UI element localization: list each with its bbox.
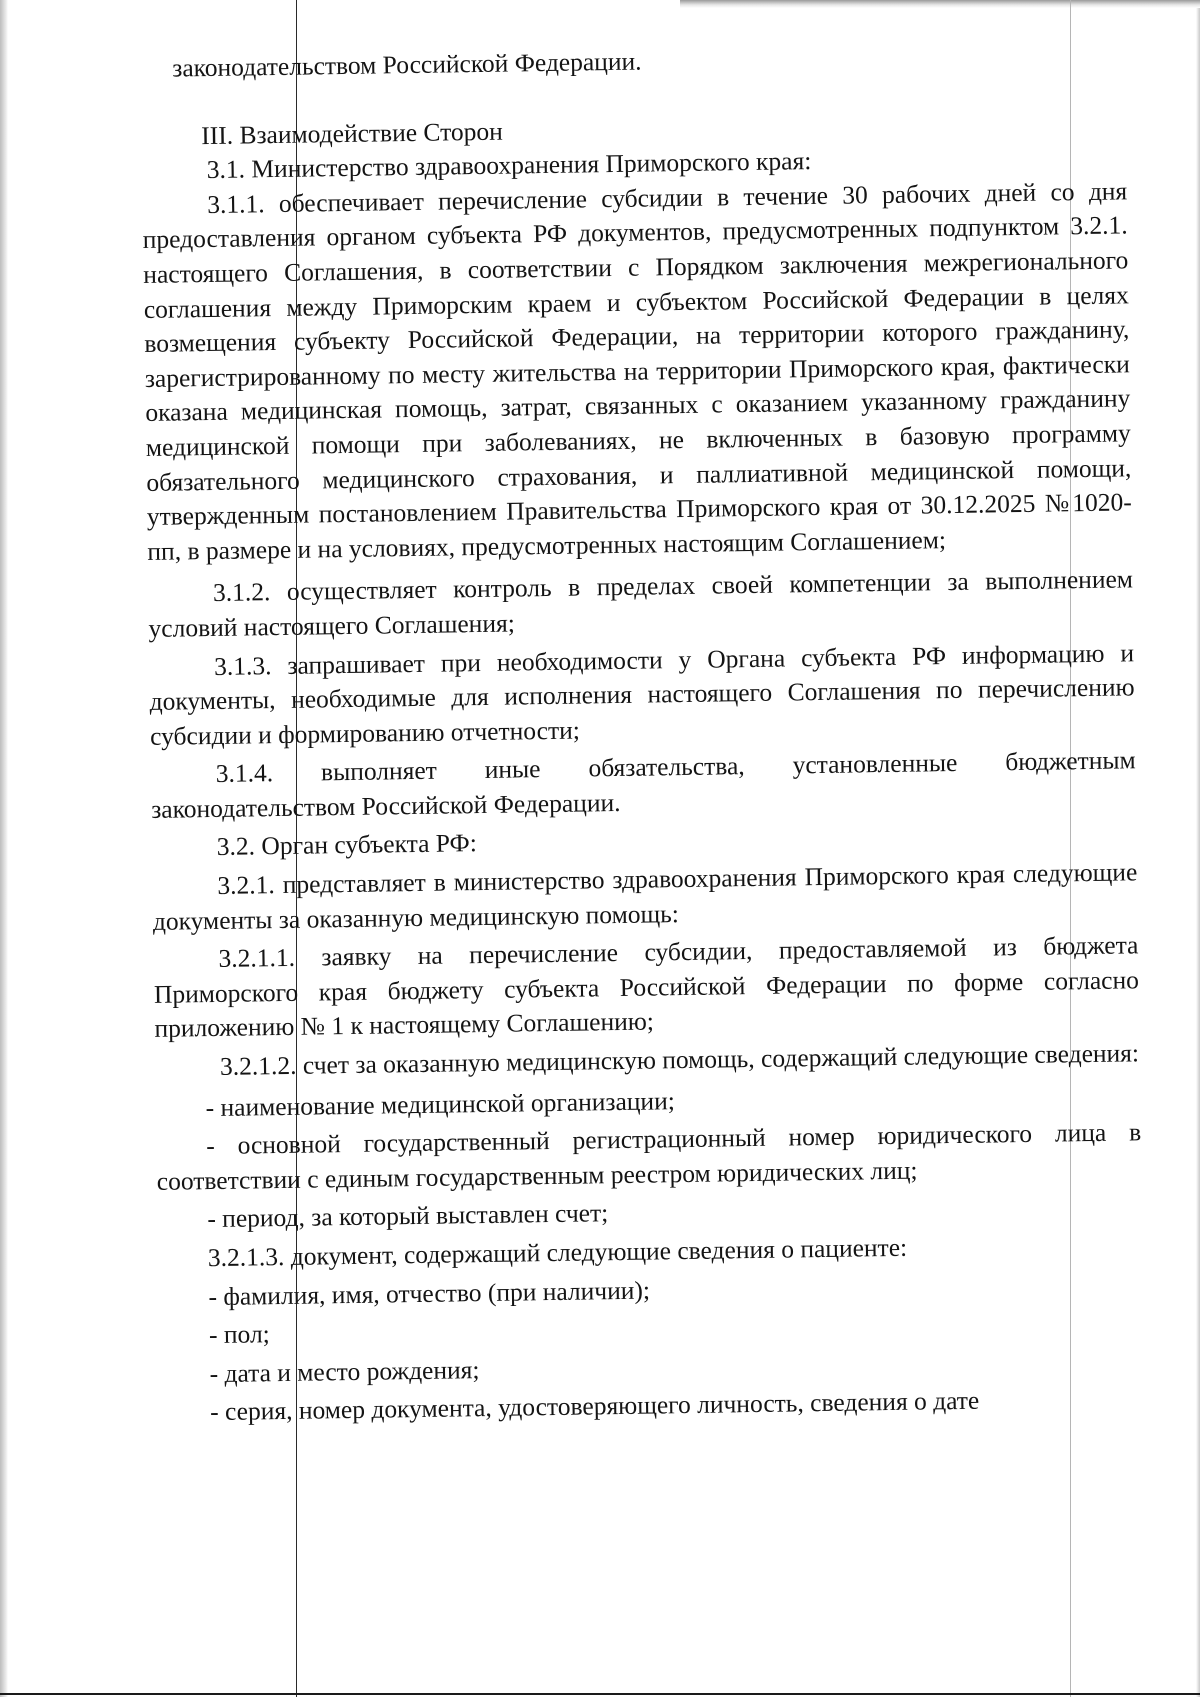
list-item: - основной государственный регистрационный номер юридического лица в соответствии с единым государственным реестром юридических лиц; [156, 1117, 1142, 1196]
clause-3-2-1-2: 3.2.1.2. счет за оказанную медицинскую помощь, содержащий следующие сведения: [219, 1038, 1140, 1081]
clause-3-1-3: 3.1.3. запрашивает при необходимости у Органа субъекта РФ информацию и документы, необходимые для исполнения настоящего Соглашения по перечислению субсидии и формированию отчетности; [149, 637, 1135, 751]
clause-3-1: 3.1. Министерство здравоохранения Приморского края: [206, 146, 812, 185]
clause-3-2-1: 3.2.1. представляет в министерство здравоохранения Приморского края следующие документы за оказанную медицинскую помощь: [152, 857, 1138, 936]
list-item: - дата и место рождения; [209, 1354, 480, 1388]
section-heading: III. Взаимодействие Сторон [201, 116, 504, 150]
clause-3-2-1-1: 3.2.1.1. заявку на перечисление субсидии, предоставляемой из бюджета Приморского края бюджету субъекта Российской Федерации по форме согласно приложению № 1 к настоящему Соглашению; [153, 930, 1140, 1044]
list-item: - наименование медицинской организации; [205, 1085, 676, 1122]
scan-top-edge [680, 0, 1200, 8]
intro-line: законодательством Российской Федерации. [172, 46, 642, 83]
clause-3-2-1-3: 3.2.1.3. документ, содержащий следующие сведения о пациенте: [207, 1232, 908, 1273]
clause-3-2: 3.2. Орган субъекта РФ: [216, 828, 478, 862]
document-body [140, 37, 1145, 1430]
clause-3-1-1: 3.1.1. обеспечивает перечисление субсидии в течение 30 рабочих дней со дня предоставления органом субъекта РФ документов, предусмотренных подпунктом 3.2.1. настоящего Соглашения, в соответствии с Порядком заключения межрегионального соглашения между Приморским краем и субъектом Российской Федерации в целях возмещения субъекту Российской Федерации, на территории которого гражданину, зарегистрированному по месту жительства на территории Приморского края, фактически оказана медицинская помощь, затрат, связанных с оказанием указанному гражданину медицинской помощи при заболеваниях, не включенных в базовую программу обязательного медицинского страхования, и паллиативной медицинской помощи, утвержденным постановлением Правительства Приморского края от 30.12.2025 №1020-пп, в размере и на условиях, предусмотренных настоящим Соглашением; [142, 176, 1132, 566]
list-item: - серия, номер документа, удостоверяющего личность, сведения о дате [209, 1386, 980, 1427]
list-item: - фамилия, имя, отчество (при наличии); [208, 1275, 651, 1311]
list-item: - период, за который выставлен счет; [207, 1198, 609, 1234]
scan-right-edge [1196, 0, 1200, 1697]
scan-bottom-edge [0, 1693, 1200, 1695]
clause-3-1-2: 3.1.2. осуществляет контроль в пределах своей компетенции за выполнением условий настоящего Соглашения; [148, 564, 1134, 643]
list-item: - пол; [208, 1319, 270, 1350]
clause-3-1-4: 3.1.4. выполняет иные обязательства, установленные бюджетным законодательством Российской Федерации. [151, 745, 1136, 824]
scan-left-edge [0, 0, 8, 1697]
